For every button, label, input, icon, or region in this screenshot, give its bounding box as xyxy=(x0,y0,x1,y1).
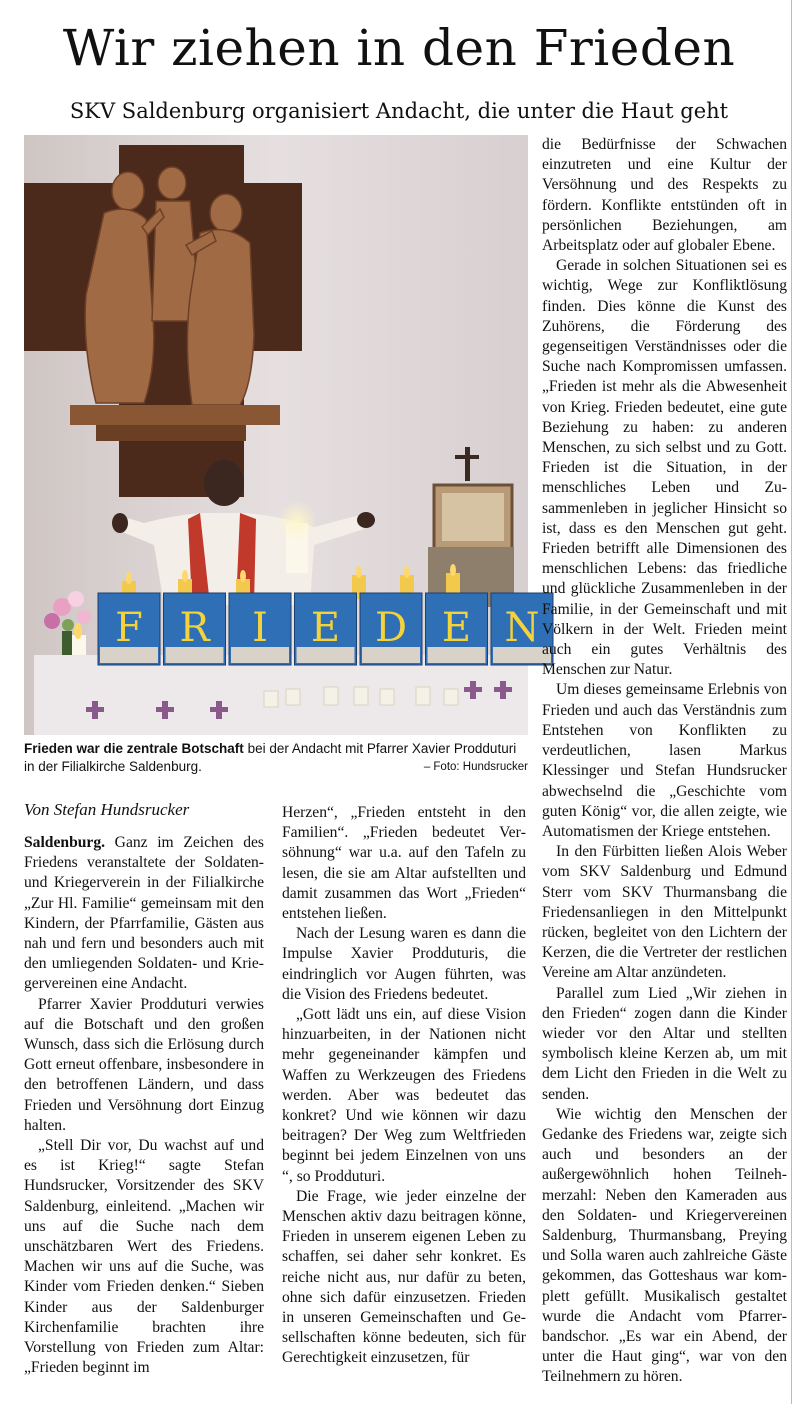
paragraph: Die Frage, wie jeder einzelne der Menschen aktiv dazu beitragen könne, Frieden in unserem eigenen Leben zu schaffen, sei daher sehr konkret. Es reiche nicht aus, nur dafür zu beten, ohne sich dafür einzusetzen. Frieden in unseren Gemeinschaften und Gesellschaften könne bedeuten, sich für Gerechtigkeit einzusetzen, für xyxy=(282,1187,526,1367)
dateline: Saldenburg. xyxy=(24,834,106,851)
article-column-1 xyxy=(24,833,264,1378)
paragraph: Gerade in solchen Situationen sei es wichtig, Wege zur Konfliktlösung finden. Dies könne die Kunst des Zuhörens, die Förderung des gegenseitigen Verständnisses oder die Suche nach Kompromissen umfassen. „Frieden ist mehr als die Abwesenheit von Krieg. Frieden bedeutet, eine gute Beziehung zu haben: zu anderen Menschen, zu sich selbst und zu Gott. Frieden ist die Situation, in der menschliches Leben und Zusammenleben in jeglicher Hinsicht so ist, dass es den Menschen gut geht. Frieden betrifft alle Dimensionen des menschlichen Lebens: das friedliche und glückliche Zusammenleben in der Familie, in der Gemeinschaft und mit Völkern in der Welt. Frieden meint auch ein gutes Verhältnis des Menschen zur Natur. xyxy=(542,257,787,679)
letter-board xyxy=(164,593,226,665)
board-letter: E xyxy=(441,605,472,651)
article-photo xyxy=(24,135,540,735)
caption-text: bei der Andacht mit Pfarrer Xavier Prodduturi in der Filialkirche Saldenburg. xyxy=(24,741,517,774)
letter-board xyxy=(98,593,160,665)
tealights xyxy=(264,687,458,707)
article-column-2 xyxy=(282,803,526,1369)
letter-board xyxy=(295,593,357,665)
paragraph: die Bedürfnisse der Schwachen einzutreten und eine Kultur der Versöhnung und des Respekts zu fördern. Konflikte entstünden oft in persönlichen Beziehungen, am Arbeitsplatz oder auf globaler Ebene. xyxy=(542,136,787,255)
board-letter: F xyxy=(115,605,143,651)
headline: Wir ziehen in den Frieden xyxy=(62,19,736,77)
paragraph: „Stell Dir vor, Du wachst auf und es ist Krieg!“ sagte Stefan Hundsrucker, Vorsitzender des SKV Saldenburg, einleitend. „Machen wir uns auf die Suche nach dem unschätzbaren Wert des Friedens. Machen wir uns auf die Suche, was Kinder vom Frieden denken.“ Sieben Kinder aus der Saldenburger Kirchenfamilie brachten ihre Vorstellung von Frieden zum Altar: „Frieden beginnt im xyxy=(24,1137,264,1377)
article-column-3 xyxy=(542,135,787,1388)
paragraph: Parallel zum Lied „Wir ziehen in den Frieden“ zogen dann die Kinder wieder vor den Altar und stellten symbolisch kleine Kerzen ab, um mit dem Licht den Frieden in die Welt zu senden. xyxy=(542,984,787,1103)
paragraph: Nach der Lesung waren es dann die Impulse Xavier Prodduturis, die eindringlich vor Augen führten, was die Vision des Friedens bedeutet. xyxy=(282,925,526,1003)
column-rule xyxy=(791,0,792,1404)
paragraph: „Gott lädt uns ein, auf diese Vision hinzuarbeiten, in der Nationen nicht mehr gegeneinander kämpfen und Waffen zu Werkzeugen des Friedens werden. Aber was bedeutet das konkret? Und wie können wir dazu beitragen? Der Weg zum Weltfrieden beginnt bei jedem Einzelnen von uns “, so Prodduturi. xyxy=(282,1006,526,1185)
paragraph: Pfarrer Xavier Prodduturi verwies auf die Botschaft und den großen Wunsch, dass sich die Erlösung durch Gott erneut offenbare, insbesondere in den betroffenen Ländern, und dass Frieden und Versöhnung dort Einzug halten. xyxy=(24,995,264,1134)
board-letter: I xyxy=(252,605,268,651)
board-letter: E xyxy=(310,605,341,651)
paragraph: Wie wichtig den Menschen der Gedanke des Friedens war, zeigte sich auch und besonders an der außergewöhnlich hohen Teilnehmerzahl: Neben den Kameraden aus den Soldaten- und Kriegervereinen Saldenburg, Thurmansbang, Preying und Solla waren auch zahlreiche Gäste gekommen, das Gotteshaus war komplett gefüllt. Musikalisch gestaltet wurde die Andacht vom Pfarrerbandschor. „Es war ein Abend, der unter die Haut ging“, war von den Teilnehmern zu hören. xyxy=(542,1105,787,1386)
paragraph: Saldenburg. Ganz im Zeichen des Friedens veranstaltete der Soldaten- und Kriegerverein in der Filialkirche „Zur Hl. Familie“ gemeinsam mit den Kindern, der Pfarrfamilie, Gästen aus nah und fern und besonders auch mit den umliegenden Soldaten- und Kriegervereinen eine Andacht. xyxy=(24,834,264,993)
letter-board xyxy=(360,593,422,665)
board-letter: D xyxy=(374,605,408,651)
photo-credit: – Foto: Hundsrucker xyxy=(423,761,528,773)
paragraph: Herzen“, „Frieden entsteht in den Familien“. „Frieden bedeutet Versöhnung“ war u.a. auf den Tafeln zu lesen, die sie am Altar aufstellten und damit zusammen das Wort „Frieden“ entstehen ließen. xyxy=(282,804,526,923)
sculpture-shelf xyxy=(70,405,280,425)
paragraph: In den Fürbitten ließen Alois Weber vom SKV Saldenburg und Edmund Sterr vom SKV Thurmansbang die Friedensanliegen in den Mittelpunkt rücken, begleitet von den Lichtern der Kerzen, die die Vertreter der restlichen Vereine am Altar anzündeten. xyxy=(542,843,787,982)
caption-bold: Frieden war die zentrale Botschaft xyxy=(24,741,244,756)
paragraph: Um dieses gemeinsame Erlebnis von Frieden und auch das Verständnis zum Entstehen von Konflikten zu verdeutlichen, lasen Markus Klessinger und Stefan Hundsrucker abwechselnd die „Geschichte vom guten König“ vor, die allen zeigte, wie Automatismen der Kriege entstehen. xyxy=(542,681,787,840)
photo-caption xyxy=(24,740,528,776)
byline: Von Stefan Hundsrucker xyxy=(24,800,190,819)
subheadline: SKV Saldenburg organisiert Andacht, die unter die Haut geht xyxy=(69,99,729,123)
board-letter: R xyxy=(179,605,210,651)
frieden-boards xyxy=(98,593,553,665)
letter-board xyxy=(229,593,291,665)
letter-board xyxy=(426,593,488,665)
board-letter: N xyxy=(504,605,540,651)
